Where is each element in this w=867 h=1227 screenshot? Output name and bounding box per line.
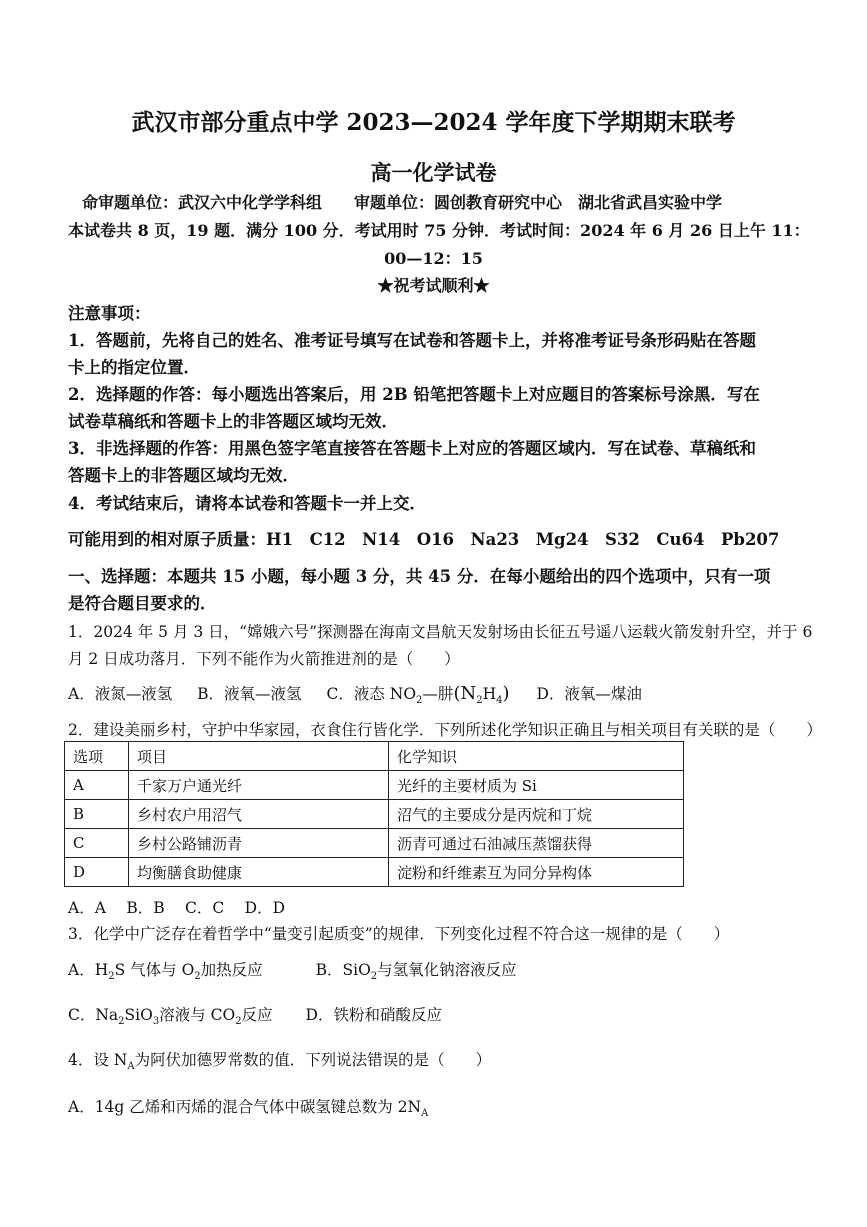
table-cell: 沥青可通过石油减压蒸馏获得 <box>389 829 684 858</box>
section-heading: 一、选择题：本题共 15 小题，每小题 3 分，共 45 分．在每小题给出的四个选项中，只有一项 <box>68 567 771 586</box>
blessing-line: ★祝考试顺利★ <box>377 276 490 295</box>
question-3-options-row-1 <box>68 958 517 982</box>
table-cell: 乡村公路铺沥青 <box>129 829 389 858</box>
table-row <box>65 800 684 829</box>
exam-title: 武汉市部分重点中学 2023—2024 学年度下学期期末联考 <box>131 109 736 136</box>
exam-time-line: 00—12：15 <box>384 249 483 268</box>
table-cell: 光纤的主要材质为 Si <box>389 771 684 800</box>
notes-line: 1．答题前，先将自己的姓名、准考证号填写在试卷和答题卡上，并将准考证号条形码贴在答题 <box>68 331 756 350</box>
notes-line: 试卷草稿纸和答题卡上的非答题区域均无效． <box>68 412 398 431</box>
table-cell: 均衡膳食助健康 <box>129 858 389 887</box>
table-cell: A <box>65 771 129 800</box>
question-2-stem: 2．建设美丽乡村，守护中华家园，衣食住行皆化学．下列所述化学知识正确且与相关项目有关联的是（ ） <box>68 721 822 739</box>
question-4-stem: 4．设 $N_A$为阿伏加德罗常数的值．下列说法错误的是（ ） <box>68 1051 492 1073</box>
question-4-option-a: A．14g 乙烯和丙烯的混合气体中碳氢键总数为 $2N_A$ <box>68 1098 429 1120</box>
table-cell: 沼气的主要成分是丙烷和丁烷 <box>389 800 684 829</box>
exam-subtitle: 高一化学试卷 <box>370 160 497 185</box>
exam-units-line: 命审题单位：武汉六中化学学科组 审题单位：圆创教育研究中心 湖北省武昌实验中学 <box>82 193 723 212</box>
question-1-options <box>68 682 642 706</box>
option-a: A．$H_2S$ 气体与 $O_2$加热反应 <box>68 961 263 983</box>
notes-line: 3．非选择题的作答：用黑色签字笔直接答在答题卡上对应的答题区域内．写在试卷、草稿纸和 <box>68 439 756 458</box>
option-c: C．液态 $NO_2—$肼$(N_2H_4)$ <box>326 683 510 707</box>
table-header-cell: 化学知识 <box>389 742 684 771</box>
section-heading: 是符合题目要求的． <box>68 594 217 613</box>
option-a: A．液氮—液氢 <box>68 685 173 703</box>
atomic-masses-line: 可能用到的相对原子质量：H1 C12 N14 O16 Na23 Mg24 S32 Cu64 Pb207 <box>68 530 780 549</box>
table-cell: 淀粉和纤维素互为同分异构体 <box>389 858 684 887</box>
question-3-stem: 3．化学中广泛存在着哲学中“量变引起质变”的规律．下列变化过程不符合这一规律的是（ ） <box>68 925 730 943</box>
notes-title: 注意事项： <box>68 304 151 323</box>
option-c: C．$Na_2SiO_3$溶液与 $CO_2$反应 <box>68 1006 273 1028</box>
option-d: D．铁粉和硝酸反应 <box>305 1006 442 1024</box>
notes-line: 卡上的指定位置． <box>68 358 200 377</box>
notes-line: 2．选择题的作答：每小题选出答案后，用 2B 铅笔把答题卡上对应题目的答案标号涂黑．写在 <box>68 385 760 404</box>
option-b: B．液氧—液氢 <box>197 685 302 703</box>
table-row <box>65 771 684 800</box>
table-cell: 千家万户通光纤 <box>129 771 389 800</box>
table-row <box>65 858 684 887</box>
table-header-row <box>65 742 684 771</box>
option-d: D．液氧—煤油 <box>536 685 642 703</box>
knowledge-table <box>64 741 684 887</box>
option-b: B．SiO$_2$与氢氧化钠溶液反应 <box>315 961 517 983</box>
table-row <box>65 829 684 858</box>
question-1-stem: 1．2024 年 5 月 3 日，“嫦娥六号”探测器在海南文昌航天发射场由长征五号遥八运载火箭发射升空，并于 6 <box>68 623 813 641</box>
question-2-options: A．A B．B C．C D．D <box>68 899 286 917</box>
question-3-options-row-2 <box>68 1003 442 1027</box>
table-header-cell: 项目 <box>129 742 389 771</box>
exam-info-line: 本试卷共 8 页，19 题．满分 100 分．考试用时 75 分钟．考试时间：2024 年 6 月 26 日上午 11： <box>68 221 810 240</box>
table-header-cell: 选项 <box>65 742 129 771</box>
table-cell: 乡村农户用沼气 <box>129 800 389 829</box>
table-cell: C <box>65 829 129 858</box>
table-cell: D <box>65 858 129 887</box>
question-1-stem: 月 2 日成功落月．下列不能作为火箭推进剂的是（ ） <box>68 650 460 668</box>
table-cell: B <box>65 800 129 829</box>
notes-line: 答题卡上的非答题区域均无效． <box>68 466 299 485</box>
notes-line: 4．考试结束后，请将本试卷和答题卡一并上交． <box>68 494 426 513</box>
